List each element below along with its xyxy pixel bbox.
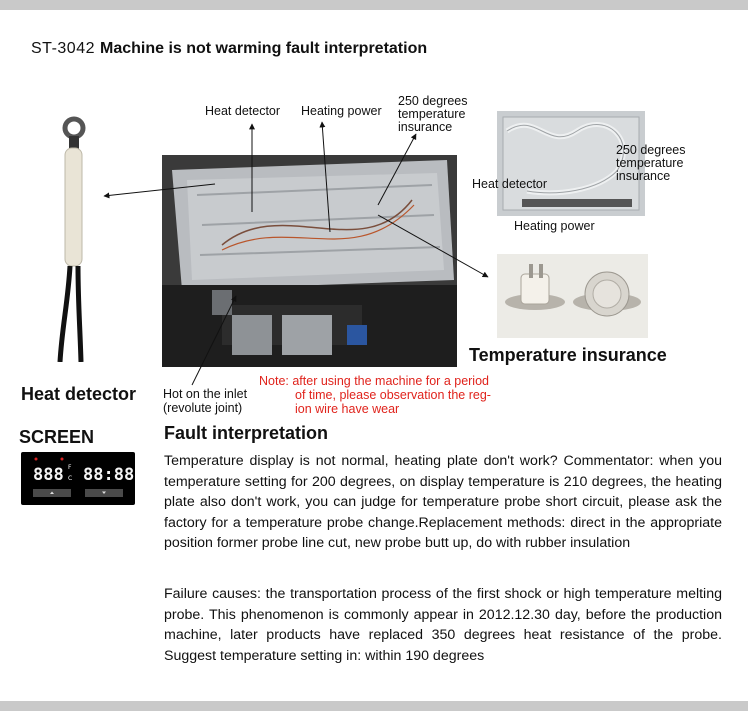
heading-screen: SCREEN [19,427,95,447]
screen-temp-digits: 888 [33,465,64,485]
note-line3: ion wire have wear [295,402,400,416]
label-250-line3: insurance [398,120,453,134]
label-heat-detector: Heat detector [205,104,281,118]
plate-label-250-line3: insurance [616,169,671,183]
screen-unit-f: F [68,464,72,471]
plate-label-250-line2: temperature [616,156,684,170]
label-250-line1: 250 degrees [398,94,468,108]
fault-paragraph-2: Failure causes: the transportation process of the first shock or high temperature melting probe. This phenomenon is commonly appear in 2012.12.30 day, before the production machine, later products have replaced 350 degrees heat resistance of the probe. Suggest temperature setting in: within 190 degrees [164,586,722,664]
arrow-heating-power [322,122,330,232]
plate-label-heating-power: Heating power [514,219,595,233]
label-250-insurance [398,95,468,134]
plate-label-heat-detector: Heat detector [472,177,548,191]
model-code: ST-3042 [31,40,95,57]
label-inlet-line1: Hot on the inlet [163,387,248,401]
heading-temperature-insurance: Temperature insurance [469,345,667,365]
arrow-250-insurance [378,134,416,205]
wear-note [259,374,509,416]
arrow-to-probe [104,184,215,196]
heading-heat-detector: Heat detector [21,384,137,404]
heading-fault-interpretation: Fault interpretation [164,423,329,443]
note-line2: of time, please observation the reg- [295,388,491,402]
title-text: Machine is not warming fault interpretation [99,40,428,57]
arrow-to-insurance [378,215,488,277]
screen-unit-c: C [68,475,73,482]
label-inlet [163,387,247,415]
label-inlet-line2: (revolute joint) [163,401,243,415]
controller-screen-image [21,452,135,505]
bottom-band [0,701,748,711]
plate-label-250-insurance [616,144,686,183]
plate-label-250-line1: 250 degrees [616,143,686,157]
label-250-line2: temperature [398,107,466,121]
label-heating-power: Heating power [301,104,382,118]
fault-paragraph-1: Temperature display is not normal, heating plate don't work? Commentator: when you temperature setting for 200 degrees, on display temperature is 210 degrees, the heating plate also don't work, you can judge for temperature probe short circuit, please ask the factory for a temperature probe change.Replacement methods: direct in the appropriate position former probe line cut, new probe butt up, do with rubber insulation [164,453,722,552]
note-line1: Note: after using the machine for a period [259,374,489,388]
arrow-inlet [192,296,236,385]
screen-time-digits: 88:88 [83,465,135,485]
